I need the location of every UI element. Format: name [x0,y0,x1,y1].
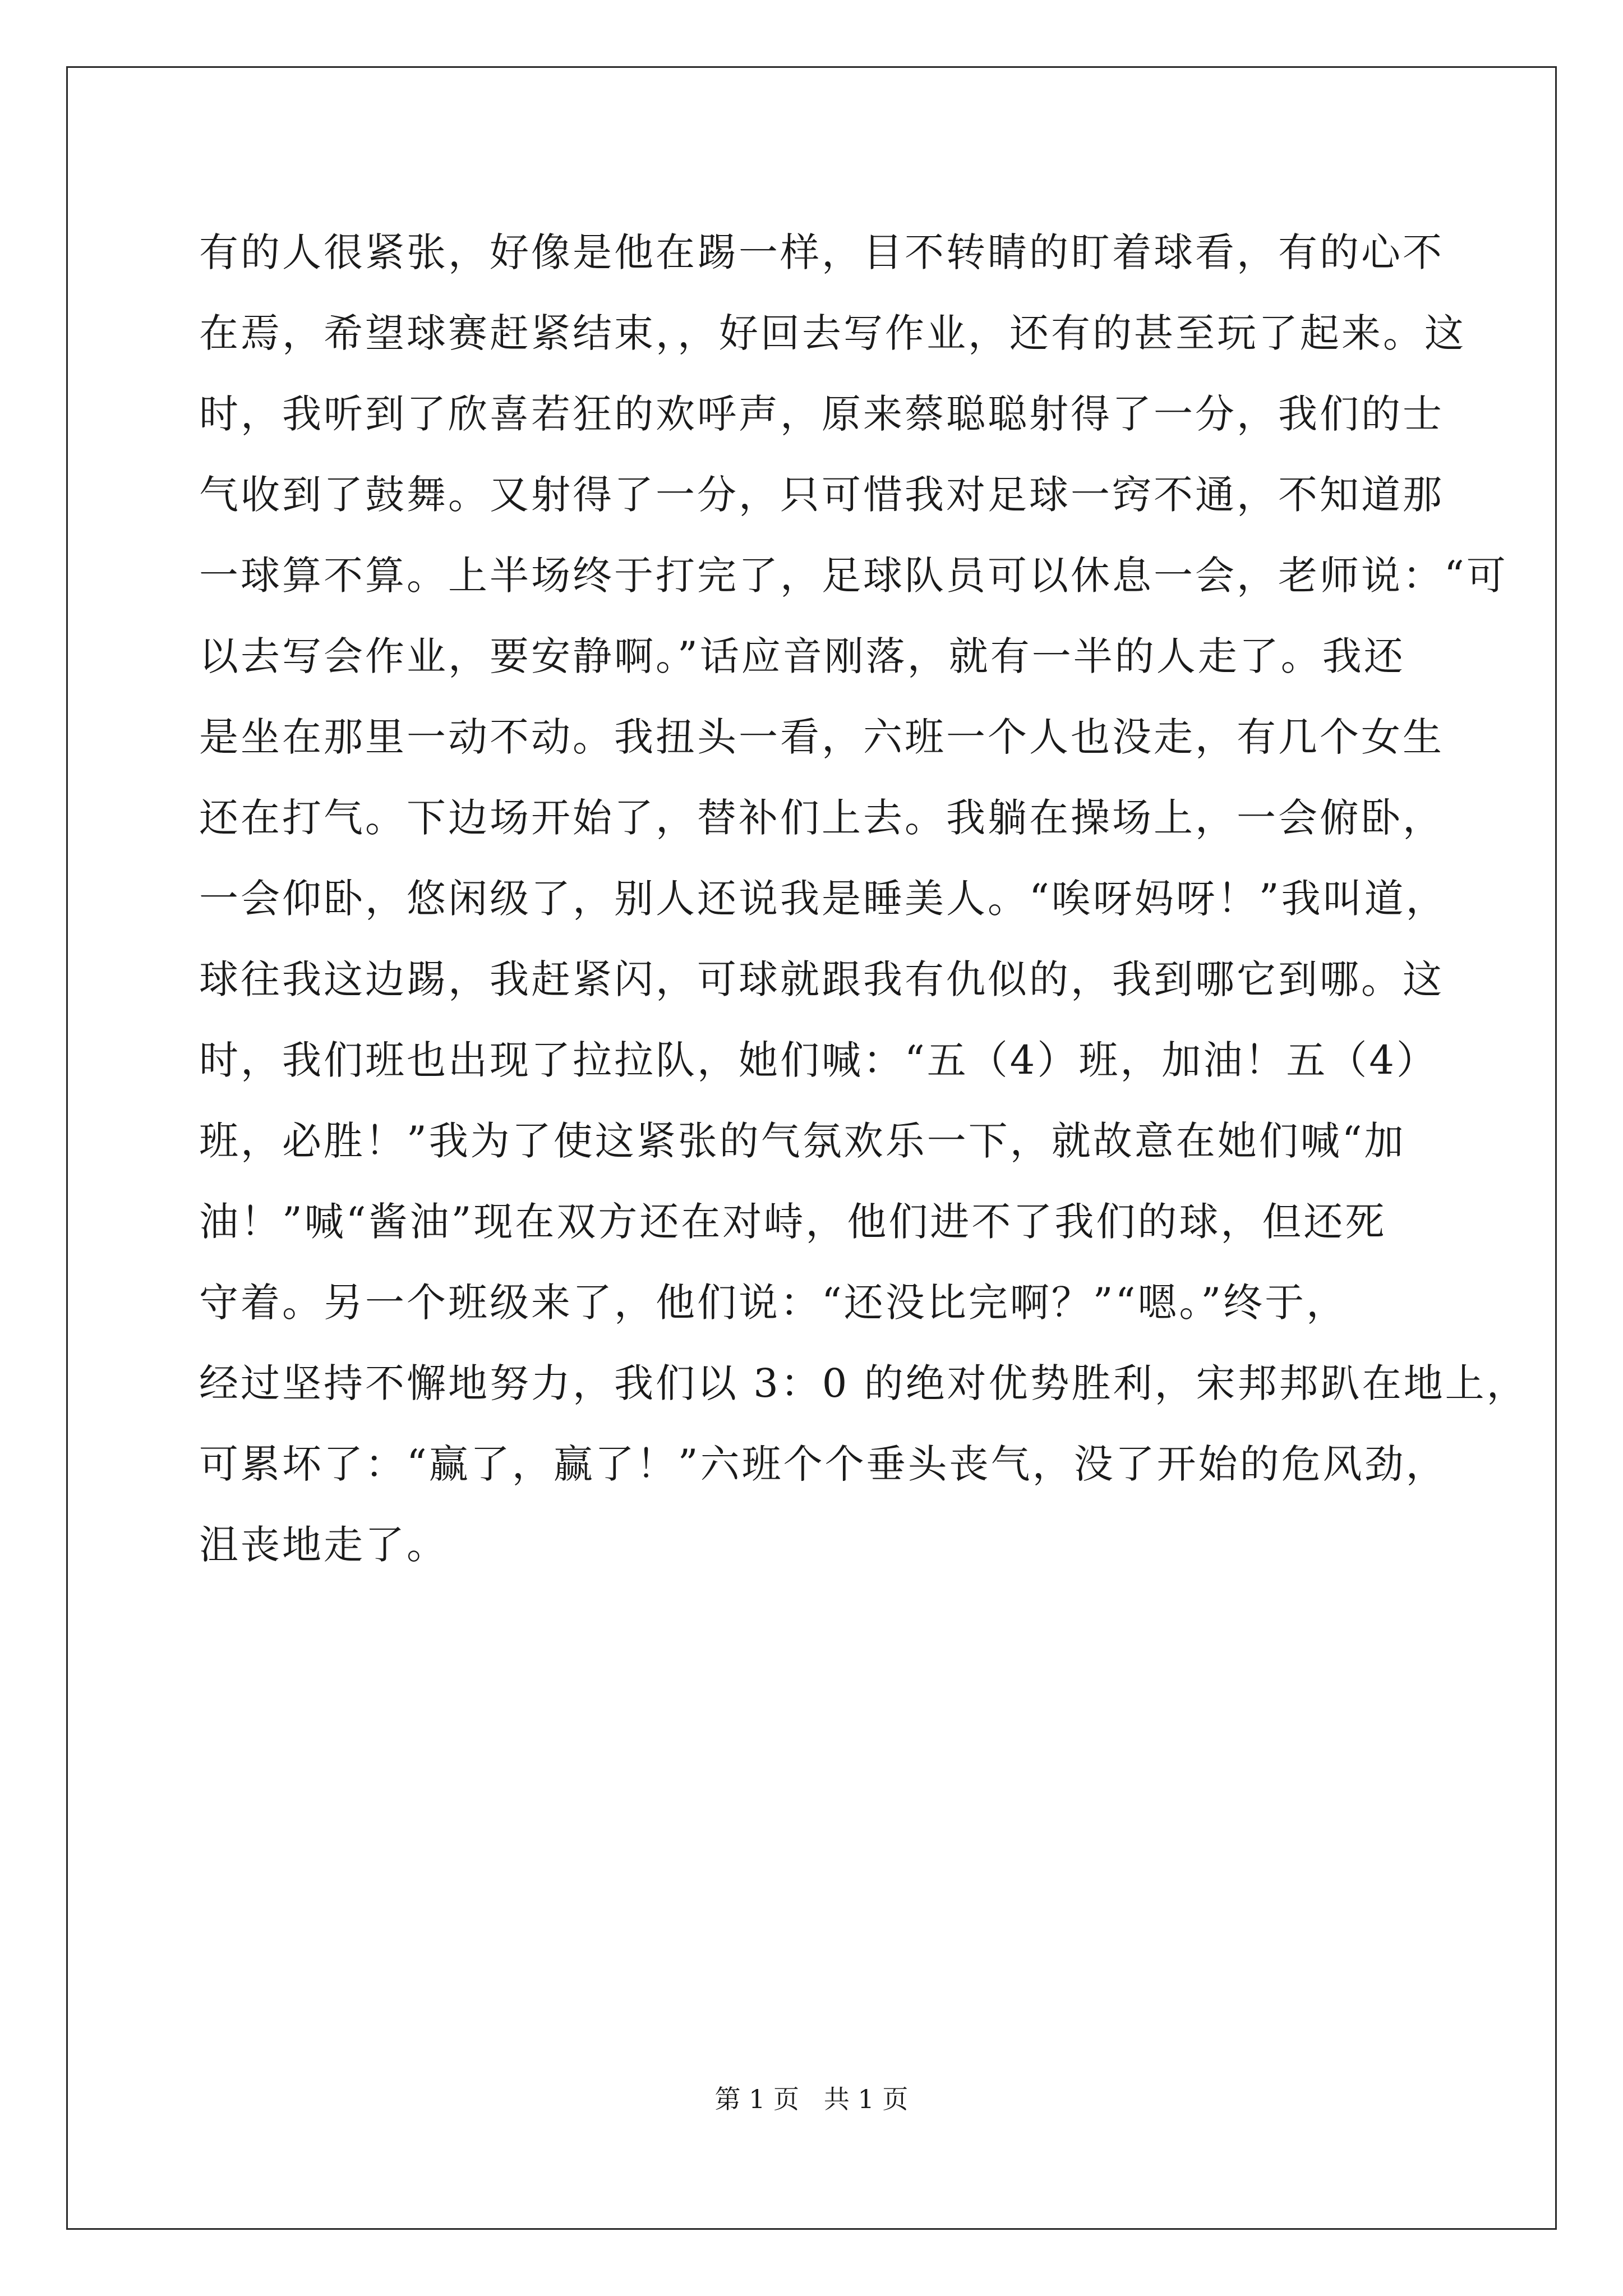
text-line: 是坐在那里一动不动。我扭头一看，六班一个人也没走，有几个女生 [199,714,1444,760]
text-line: 可累坏了：“赢了，赢了！”六班个个垂头丧气，没了开始的危风劲， [199,1441,1447,1487]
text-line: 时，我听到了欣喜若狂的欢呼声，原来蔡聪聪射得了一分，我们的士 [199,391,1444,437]
text-line: 沮丧地走了。 [199,1522,448,1568]
text-line: 气收到了鼓舞。又射得了一分，只可惜我对足球一窍不通，不知道那 [199,472,1444,518]
text-line: 在焉，希望球赛赶紧结束，，好回去写作业，还有的甚至玩了起来。这 [199,310,1466,356]
text-line: 一会仰卧，悠闲级了，别人还说我是睡美人。“唉呀妈呀！”我叫道， [199,876,1447,922]
text-line: 以去写会作业，要安静啊。”话应音刚落，就有一半的人走了。我还 [199,633,1405,679]
page-number-footer: 第 1 页 共 1 页 [714,2084,909,2114]
text-line: 油！”喊“酱油”现在双方还在对峙，他们进不了我们的球，但还死 [199,1199,1387,1245]
text-line: 一球算不算。上半场终于打完了，足球队员可以休息一会，老师说：“可 [199,553,1508,599]
text-line: 守着。另一个班级来了，他们说：“还没比完啊？”“嗯。”终于， [199,1280,1348,1326]
text-line: 经过坚持不懈地努力，我们以 3：0 的绝对优势胜利，宋邦邦趴在地上， [199,1360,1528,1406]
text-line: 有的人很紧张，好像是他在踢一样，目不转睛的盯着球看，有的心不 [199,229,1444,275]
document-body [199,212,1528,1585]
text-line: 班，必胜！”我为了使这紧张的气氛欢乐一下，就故意在她们喊“加 [199,1118,1406,1164]
text-line: 还在打气。下边场开始了，替补们上去。我躺在操场上，一会俯卧， [199,795,1444,841]
text-line: 时，我们班也出现了拉拉队，她们喊：“五（4）班，加油！五（4） [199,1037,1438,1083]
text-line: 球往我这边踢，我赶紧闪，可球就跟我有仇似的，我到哪它到哪。这 [199,956,1444,1002]
